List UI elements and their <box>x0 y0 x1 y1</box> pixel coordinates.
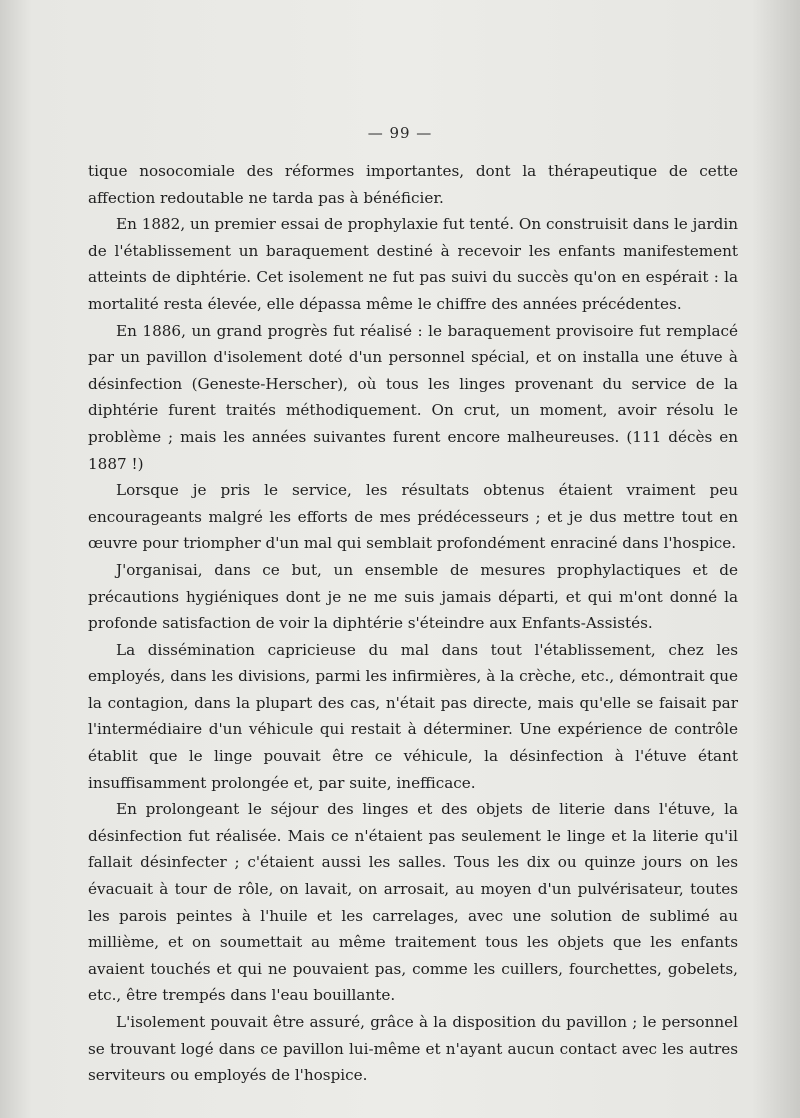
page-number: — 99 — <box>367 124 433 142</box>
paragraph-6: La dissémination capricieuse du mal dans tout l'établissement, chez les employés, dans les divisions, parmi les infirmières, à la crèche, etc., démontrait que la contagion, dans la plupart des cas, n'était pas directe, mais qu'elle se faisait par l'intermédiaire d'un véhicule qui restait à déterminer. Une expérience de contrôle établit que le linge pouvait être ce véhicule, la désinfection à l'étuve étant insuffisamment prolongée et, par suite, inefficace. <box>88 640 738 792</box>
paragraph-5: J'organisai, dans ce but, un ensemble de mesures prophylactiques et de précautions hygiéniques dont je ne me suis jamais départi, et qui m'ont donné la profonde satisfaction de voir la diphtérie s'éteindre aux Enfants-Assistés. <box>88 560 738 633</box>
paragraph-2: En 1882, un premier essai de prophylaxie fut tenté. On construisit dans le jardin de l'établissement un baraquement destiné à recevoir les enfants manifestement atteints de diphtérie. Cet isolement ne fut pas suivi du succès qu'on en espérait : la mortalité resta élevée, elle dépassa même le chiffre des années précédentes. <box>88 215 738 313</box>
paragraph-3: En 1886, un grand progrès fut réalisé : le baraquement provisoire fut remplacé par un pavillon d'isolement doté d'un personnel spécial, et on installa une étuve à désinfection (Geneste-Herscher), où tous les linges provenant du service de la diphtérie furent traités méthodiquement. On crut, un moment, avoir résolu le problème ; mais les années suivantes furent encore malheureuses. (111 décès en 1887 !) <box>88 321 738 473</box>
paragraph-7: En prolongeant le séjour des linges et des objets de literie dans l'étuve, la désinfection fut réalisée. Mais ce n'étaient pas seulement le linge et la literie qu'il fallait désinfecter ; c'étaient aussi les salles. Tous les dix ou quinze jours on les évacuait à tour de rôle, on lavait, on arrosait, au moyen d'un pulvérisateur, toutes les parois peintes à l'huile et les carrelages, avec une solution de sublimé au millième, et on soumettait au même traitement tous les objets que les enfants avaient touchés et qui ne pouvaient pas, comme les cuillers, fourchettes, gobelets, etc., être trempés dans l'eau bouillante. <box>88 800 738 1005</box>
body-text <box>88 158 738 1089</box>
paragraph-4: Lorsque je pris le service, les résultats obtenus étaient vraiment peu encourageants malgré les efforts de mes prédécesseurs ; et je dus mettre tout en œuvre pour triompher d'un mal qui semblait profondément enraciné dans l'hospice. <box>88 481 738 553</box>
paragraph-8: L'isolement pouvait être assuré, grâce à la disposition du pavillon ; le personnel se trouvant logé dans ce pavillon lui-même et n'ayant aucun contact avec les autres serviteurs ou employés de l'hospice. <box>88 1013 738 1085</box>
paragraph-1: tique nosocomiale des réformes importantes, dont la thérapeutique de cette affection redoutable ne tarda pas à bénéficier. <box>88 162 738 207</box>
